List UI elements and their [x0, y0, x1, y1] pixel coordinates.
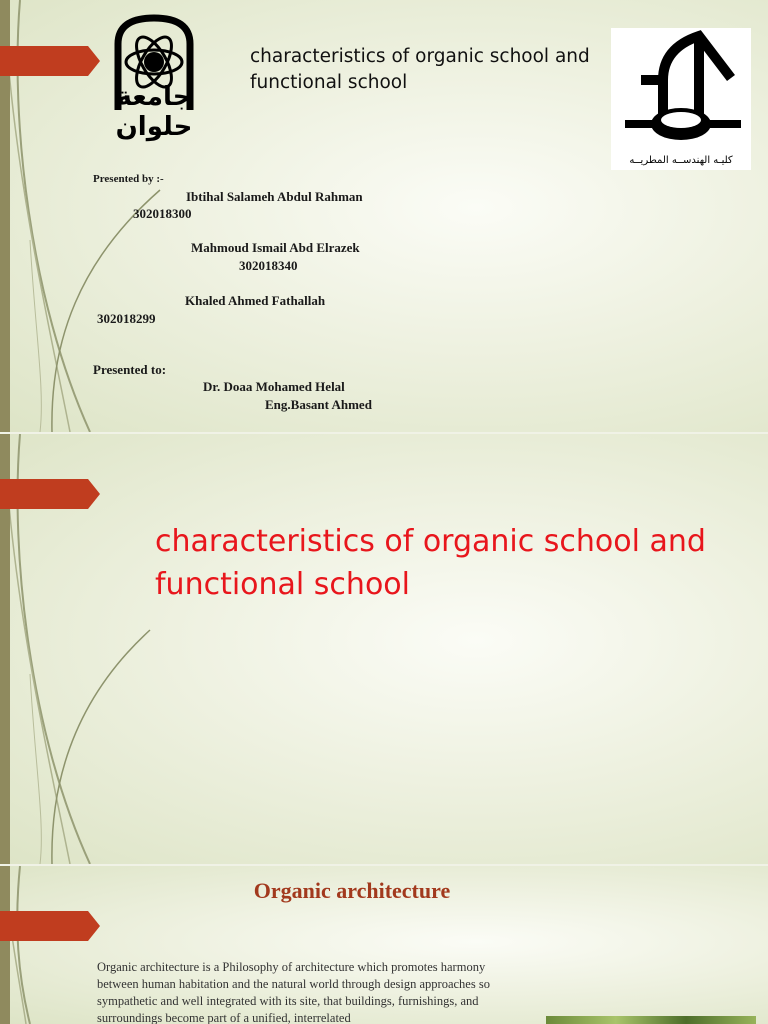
- faculty-logo-text: كليـه الهندســه المطريــه: [629, 155, 733, 166]
- section-title: characteristics of organic school and functional school: [155, 524, 706, 602]
- university-logo-text: جامعة حلوان: [115, 82, 193, 142]
- slide-title-page: [0, 0, 768, 432]
- slide-organic-architecture: [0, 866, 768, 1024]
- nature-photo: [546, 1016, 756, 1024]
- presenter-id: 302018340: [239, 258, 298, 273]
- slide-section-title: [0, 434, 768, 864]
- red-arrow-marker: [0, 479, 100, 509]
- red-arrow-marker: [0, 911, 100, 941]
- presenter-id: 302018299: [97, 311, 156, 326]
- presenter-name: Ibtihal Salameh Abdul Rahman: [186, 189, 363, 204]
- presented-by-label: Presented by :-: [93, 173, 164, 185]
- presenter-name: Mahmoud Ismail Abd Elrazek: [191, 240, 360, 255]
- university-logo: [82, 14, 226, 142]
- supervisor-name: Dr. Doaa Mohamed Helal: [203, 379, 345, 394]
- faculty-logo: [611, 28, 751, 170]
- presenter-id: 302018300: [133, 206, 192, 221]
- presenter-name: Khaled Ahmed Fathallah: [185, 293, 326, 308]
- presented-to-label: Presented to:: [93, 362, 167, 377]
- slide-heading: Organic architecture: [253, 878, 451, 903]
- body-paragraph: Organic architecture is a Philosophy of architecture which promotes harmony between human habitation and the natural world through design approaches so sympathetic and well integrated with its site, that buildings, furnishings, and surroundings become part of a unified, interrelated: [97, 960, 490, 1024]
- supervisor-name: Eng.Basant Ahmed: [265, 397, 372, 412]
- title-page-heading: characteristics of organic school and functional school: [250, 46, 590, 93]
- engineering-faculty-icon: [611, 28, 751, 146]
